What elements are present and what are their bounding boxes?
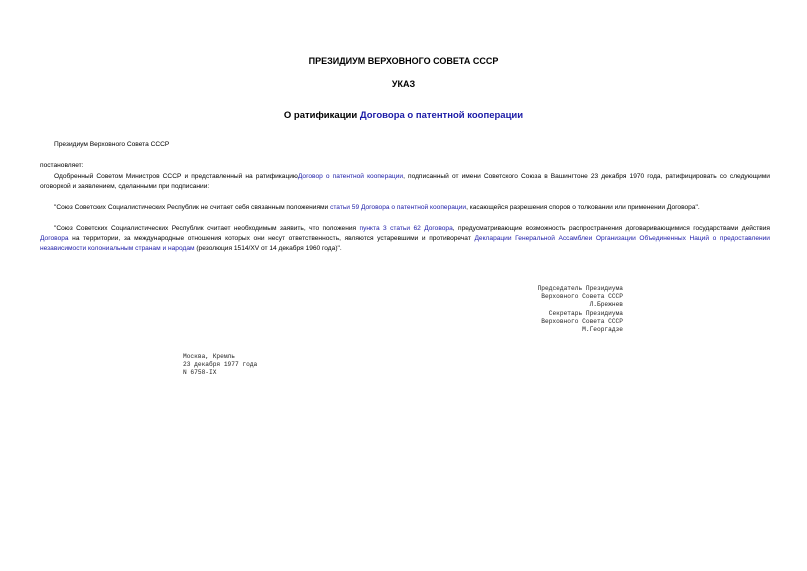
p3-text-b: , предусматривающие возможность распространения договаривающимися государствами действия [452, 225, 770, 232]
p2-text-a: "Союз Советских Социалистических Республик не считает себя связанным положениями [54, 204, 331, 211]
date-line: 23 декабря 1977 года [183, 361, 258, 369]
p3-text-c: на территории, за международные отношения которых они несут ответственность, являются устаревшими и противоречат [68, 235, 475, 242]
secretary-title-1: Секретарь Президиума [548, 309, 623, 317]
issuer-line: Президиум Верховного Совета СССР [54, 141, 170, 148]
article-59-link[interactable]: статьи 59 Договора о патентной кооперации [330, 204, 467, 211]
secretary-name: М.Георгадзе [582, 326, 623, 334]
chair-name: Л.Брежнев [589, 301, 623, 309]
document-type-heading: УКАЗ [391, 79, 416, 89]
p3-text-a: "Союз Советских Социалистических Республик считает необходимым заявить, что положения [54, 225, 360, 232]
treaty-link[interactable]: Договор о патентной кооперации [297, 173, 404, 180]
issuing-body-heading: ПРЕЗИДИУМ ВЕРХОВНОГО СОВЕТА СССР [308, 56, 499, 66]
decrees-line: постановляет: [40, 162, 84, 169]
p3-text-d: (резолюция 1514/XV от 14 декабря 1960 года)". [194, 245, 342, 252]
number-line: N 6758-IX [183, 369, 217, 377]
paragraph-reservation [54, 203, 770, 213]
place-line: Москва, Кремль [183, 353, 235, 360]
article-62-link[interactable]: пункта 3 статьи 62 Договора [359, 225, 453, 232]
secretary-title-2: Верховного Совета СССР [541, 317, 623, 325]
chair-title-1: Председатель Президиума [537, 285, 623, 292]
footer-block [183, 353, 257, 378]
treaty-short-link[interactable]: Договора [40, 235, 69, 242]
p1-text-b: , подписанный от имени Советского Союза в Вашингтоне 23 декабря 1970 года, ратифицировать со следующими оговоркой и заявлением, сделанными при подписании: [40, 173, 770, 190]
paragraph-ratification [40, 172, 770, 192]
signature-block [470, 285, 623, 334]
un-declaration-link[interactable]: Декларации Генеральной Ассамблеи Организации Объединенных Наций о предоставлении независимости колониальным странам и народам [40, 235, 770, 252]
chair-title-2: Верховного Совета СССР [541, 293, 623, 301]
p2-text-b: , касающейся разрешения споров о толковании или применении Договора". [466, 204, 700, 211]
title-prefix: О ратификации [283, 110, 360, 121]
document-title [0, 110, 807, 121]
paragraph-statement [40, 224, 770, 254]
title-treaty-link[interactable]: Договора о патентной кооперации [359, 110, 524, 121]
p1-text-a: Одобренный Советом Министров СССР и представленный на ратификацию [54, 173, 298, 180]
